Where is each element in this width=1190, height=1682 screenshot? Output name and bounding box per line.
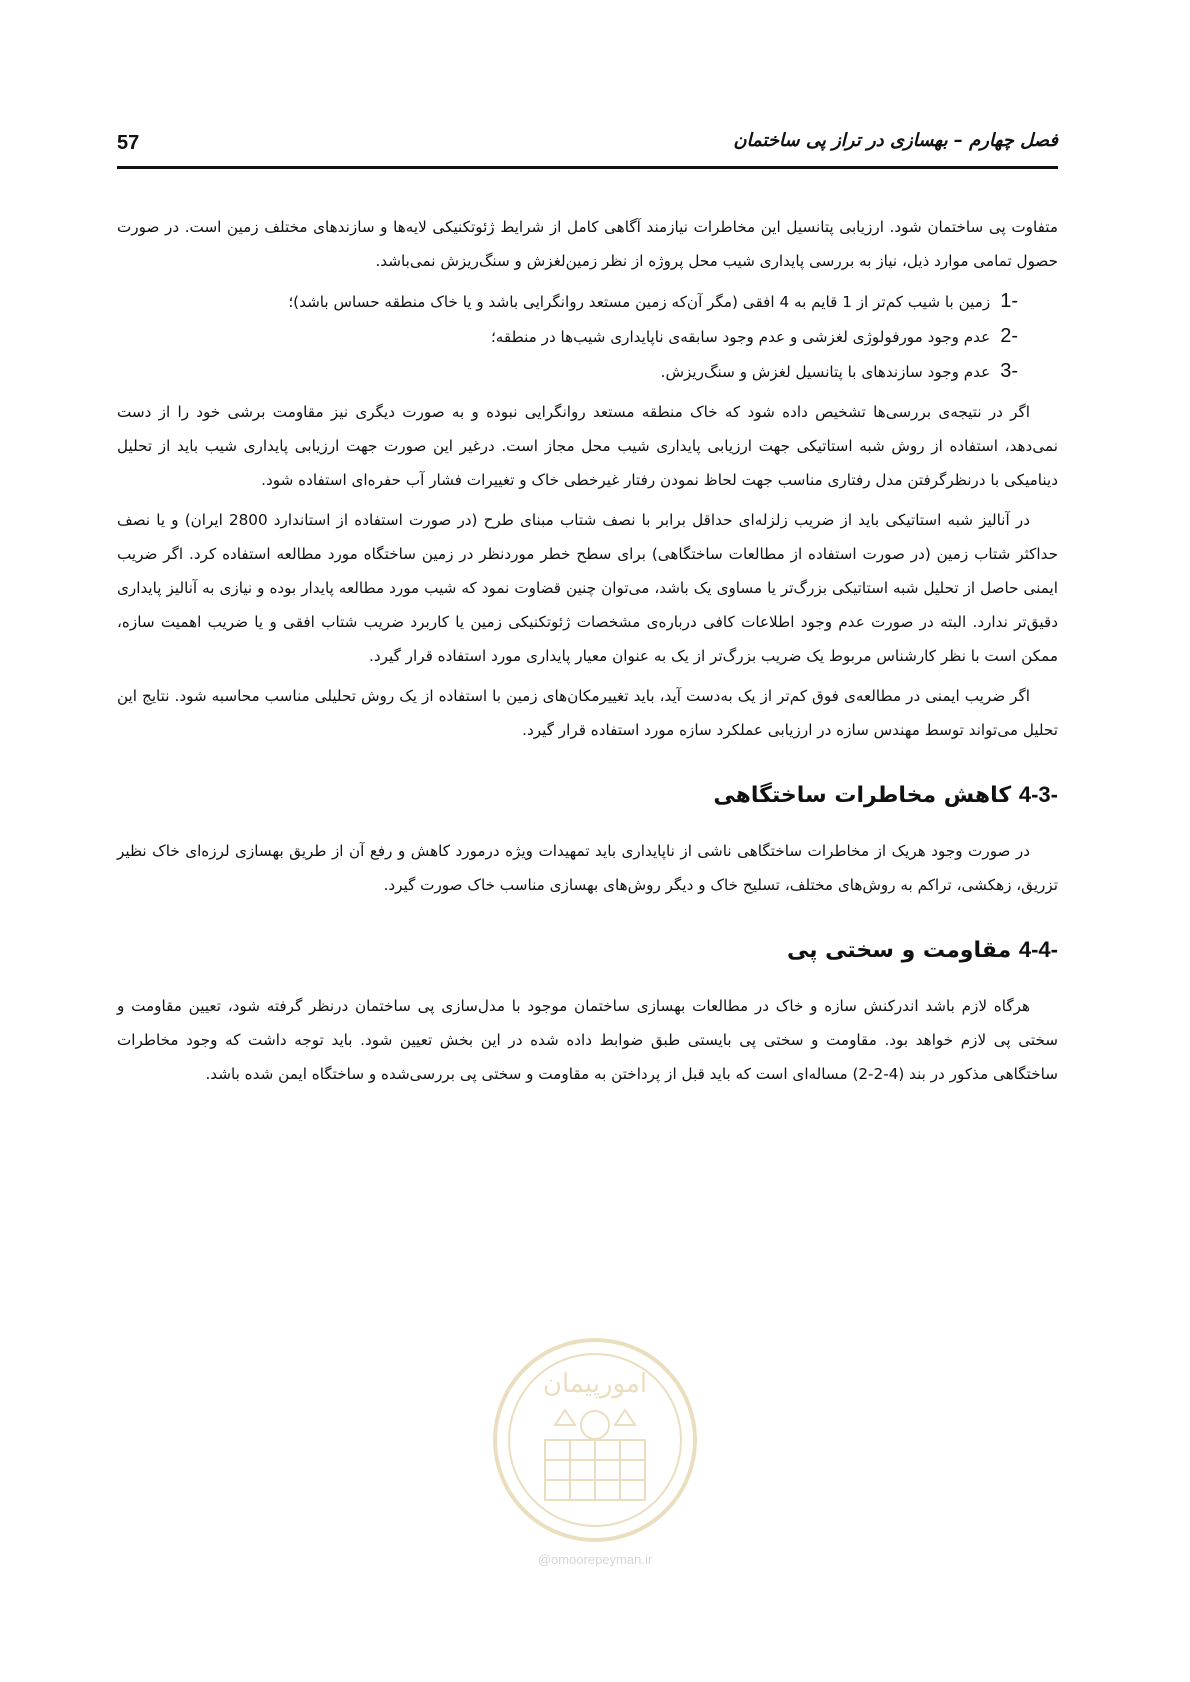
section-title: مقاومت و سختی پی bbox=[787, 938, 1012, 963]
paragraph-4: اگر ضریب ایمنی در مطالعه‌ی فوق کم‌تر از یک به‌دست آید، باید تغییرمکان‌های زمین با استفاده از یک روش تحلیلی مناسب محاسبه شود. نتایج این تحلیل می‌تواند توسط مهندس سازه در ارزیابی عملکرد سازه مورد استفاده قرار گیرد. bbox=[117, 687, 1058, 739]
page-content bbox=[117, 210, 1058, 1097]
seal-icon bbox=[470, 1330, 720, 1550]
list-item bbox=[117, 319, 1018, 354]
watermark-url: @omoorepeyman.ir bbox=[537, 1552, 653, 1567]
section-title: کاهش مخاطرات ساختگاهی bbox=[713, 783, 1012, 808]
paragraph-5: در صورت وجود هریک از مخاطرات ساختگاهی ناشی از ناپایداری باید تمهیدات ویژه درمورد کاهش و رفع آن از طریق بهسازی لرزه‌ای خاک نظیر تزریق، زهکشی، تراکم به روش‌های مختلف، تسلیح خاک و دیگر روش‌های بهسازی مناسب خاک صورت گیرد. bbox=[117, 842, 1058, 894]
list-item bbox=[117, 284, 1018, 319]
list-number: 3- bbox=[1000, 360, 1018, 382]
watermark-logo-text: امورپیمان bbox=[542, 1369, 648, 1399]
list-text: عدم وجود مورفولوژی لغزشی و عدم وجود سابقه‌ی ناپایداری شیب‌ها در منطقه؛ bbox=[490, 328, 991, 346]
page-number: 57 bbox=[117, 132, 140, 154]
section-heading-4-4 bbox=[117, 932, 1058, 969]
section-heading-4-3 bbox=[117, 777, 1058, 814]
list-text: عدم وجود سازندهای با پتانسیل لغزش و سنگ‌ریزش. bbox=[660, 363, 991, 381]
conditions-list bbox=[117, 284, 1018, 389]
chapter-title: فصل چهارم – بهسازی در تراز پی ساختمان bbox=[733, 130, 1058, 151]
watermark-logo bbox=[470, 1330, 720, 1580]
page-header bbox=[117, 122, 1058, 169]
list-number: 2- bbox=[1000, 325, 1018, 347]
paragraph-3: در آنالیز شبه استاتیکی باید از ضریب زلزله‌ای حداقل برابر با نصف شتاب مبنای طرح (در صورت استفاده از استاندارد 2800 ایران) و یا نصف حداکثر شتاب زمین (در صورت استفاده از مطالعات ساختگاهی) برای سطح خطر موردنظر در زمین ساختگاه مورد مطالعه استفاده کرد. اگر ضریب ایمنی حاصل از تحلیل شبه استاتیکی بزرگ‌تر یا مساوی یک باشد، می‌توان چنین قضاوت نمود که شیب مورد مطالعه پایدار بوده و نیازی به آنالیز پایداری دقیق‌تر ندارد. البته در صورت عدم وجود اطلاعات کافی درباره‌ی مشخصات ژئوتکنیکی زمین یا کاربرد ضریب شتاب افقی و یا ضریب اهمیت سازه، ممکن است با نظر کارشناس مربوط یک ضریب بزرگ‌تر از یک به عنوان معیار پایداری مورد استفاده قرار گیرد. bbox=[117, 511, 1058, 665]
paragraph-1: متفاوت پی ساختمان شود. ارزیابی پتانسیل این مخاطرات نیازمند آگاهی کامل از شرایط ژئوتکنیکی لایه‌ها و سازندهای مختلف زمین است. در صورت حصول تمامی موارد ذیل، نیاز به بررسی پایداری شیب محل پروژه از نظر زمین‌لغزش و سنگ‌ریزش نمی‌باشد. bbox=[117, 218, 1058, 270]
section-number: 4-3- bbox=[1018, 782, 1058, 807]
section-number: 4-4- bbox=[1018, 937, 1058, 962]
list-text: زمین با شیب کم‌تر از 1 قایم به 4 افقی (مگر آن‌که زمین مستعد روانگرایی باشد و یا خاک منطقه حساس باشد)؛ bbox=[288, 293, 991, 311]
list-number: 1- bbox=[1000, 290, 1018, 312]
list-item bbox=[117, 354, 1018, 389]
paragraph-2: اگر در نتیجه‌ی بررسی‌ها تشخیص داده شود که خاک منطقه مستعد روانگرایی نبوده و به صورت دیگری نیز مقاومت برشی خود را از دست نمی‌دهد، استفاده از روش شبه استاتیکی جهت ارزیابی پایداری شیب محل مجاز است. درغیر این صورت جهت ارزیابی پایداری شیب باید از تحلیل دینامیکی با درنظرگرفتن مدل رفتاری مناسب جهت لحاظ نمودن رفتار غیرخطی خاک و تغییرات فشار آب حفره‌ای استفاده شود. bbox=[117, 403, 1058, 489]
paragraph-6: هرگاه لازم باشد اندرکنش سازه و خاک در مطالعات بهسازی ساختمان موجود با مدل‌سازی پی ساختمان درنظر گرفته شود، تعیین مقاومت و سختی پی لازم خواهد بود. مقاومت و سختی پی بایستی طبق ضوابط داده شده در این بخش تعیین شود. باید توجه داشت که وجود مخاطرات ساختگاهی مذکور در بند (4-2-2) مساله‌ای است که باید قبل از پرداختن به مقاومت و سختی پی بررسی‌شده و ساختگاه ایمن شده باشد. bbox=[117, 997, 1058, 1083]
